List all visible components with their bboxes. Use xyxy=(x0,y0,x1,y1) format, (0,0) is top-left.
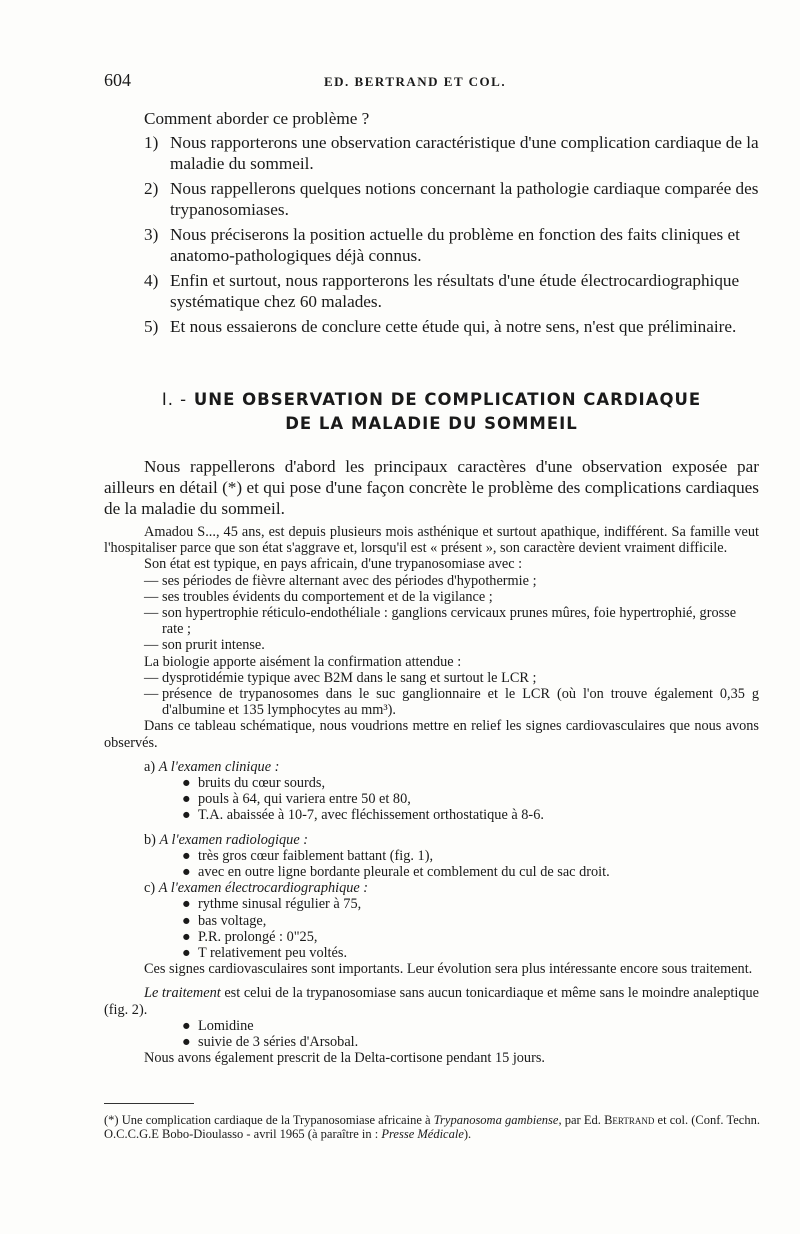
case-paragraph: La biologie apporte aisément la confirmation attendue : xyxy=(144,653,462,670)
plan-item-number: 3) xyxy=(144,225,159,244)
bullet-item: ● bruits du cœur sourds, xyxy=(182,775,326,792)
bullet-item: ● avec en outre ligne bordante pleurale et comblement du cul de sac droit. xyxy=(182,864,610,881)
dash-item: — son hypertrophie réticulo-endothéliale : ganglions cervicaux prunes mûres, foie hypertrophié, grosse rate ; xyxy=(144,605,737,638)
bullet-item: ● bas voltage, xyxy=(182,912,267,929)
case-paragraph: Ces signes cardiovasculaires sont importants. Leur évolution sera plus intéressante encore sous traitement. xyxy=(144,961,753,978)
bullet-item: ● rythme sinusal régulier à 75, xyxy=(182,896,362,913)
page-header xyxy=(104,70,724,94)
bullet-item: ● T relativement peu voltés. xyxy=(182,945,348,962)
plan-item xyxy=(104,224,759,266)
section-number: I. - xyxy=(161,390,188,409)
dash-item: — présence de trypanosomes dans le suc ganglionnaire et le LCR (où l'on trouve également 0,35 g d'albumine et 135 lymphocytes au mm³). xyxy=(144,686,759,719)
dash-item: — ses troubles évidents du comportement et de la vigilance ; xyxy=(144,588,493,605)
bullet-item: ● suivie de 3 séries d'Arsobal. xyxy=(182,1034,359,1051)
plan-item-text: Nous rappellerons quelques notions concernant la pathologie cardiaque comparée des trypanosomiases. xyxy=(170,179,759,219)
exam-heading: a) A l'examen clinique : xyxy=(144,758,280,775)
treatment-paragraph: Le traitement est celui de la trypanosomiase sans aucun tonicardiaque et même sans le moindre analeptique (fig. 2). xyxy=(104,985,759,1018)
section-heading xyxy=(104,388,759,436)
running-head: ED. BERTRAND ET COL. xyxy=(324,74,507,89)
exam-heading: b) A l'examen radiologique : xyxy=(144,831,309,848)
case-paragraph: Nous avons également prescrit de la Delta-cortisone pendant 15 jours. xyxy=(144,1050,545,1067)
plan-item-text: Nous rapporterons une observation caractéristique d'une complication cardiaque de la maladie du sommeil. xyxy=(170,133,759,173)
bullet-item: ● P.R. prolongé : 0"25, xyxy=(182,928,318,945)
plan-item-number: 1) xyxy=(144,133,159,152)
plan-item xyxy=(104,178,759,220)
bullet-item: ● T.A. abaissée à 10-7, avec fléchissement orthostatique à 8-6. xyxy=(182,807,544,824)
bullet-item: ● très gros cœur faiblement battant (fig. 1), xyxy=(182,847,434,864)
plan-item xyxy=(104,270,759,312)
footnote-rule xyxy=(104,1103,194,1104)
page-number: 604 xyxy=(104,70,131,90)
dash-item: — dysprotidémie typique avec B2M dans le sang et surtout le LCR ; xyxy=(144,669,537,686)
footnote: (*) Une complication cardiaque de la Trypanosomiase africaine à Trypanosoma gambiense, par Ed. Bertrand et col. (Conf. Techn. O.C.C.G.E Bobo-Dioulasso - avril 1965 (à paraître in : Presse Médicale). xyxy=(104,1113,760,1141)
section-title-line2: DE LA MALADIE DU SOMMEIL xyxy=(285,414,578,433)
plan-item-number: 4) xyxy=(144,271,159,290)
plan-item-text: Nous préciserons la position actuelle du problème en fonction des faits cliniques et anatomo-pathologiques déjà connus. xyxy=(170,225,740,265)
intro-plan xyxy=(104,108,759,341)
lead-paragraph xyxy=(104,456,759,519)
dash-item: — ses périodes de fièvre alternant avec des périodes d'hypothermie ; xyxy=(144,572,537,589)
intro-question: Comment aborder ce problème ? xyxy=(144,109,370,128)
plan-item xyxy=(104,132,759,174)
bullet-item: ● pouls à 64, qui variera entre 50 et 80, xyxy=(182,791,411,808)
plan-item xyxy=(104,316,759,337)
dash-item: — son prurit intense. xyxy=(144,637,265,654)
lead-text: Nous rappellerons d'abord les principaux caractères d'une observation exposée par ailleurs en détail (*) et qui pose d'une façon concrète le problème des complications cardiaques de la maladie du sommeil. xyxy=(104,457,759,518)
case-paragraph: Amadou S..., 45 ans, est depuis plusieurs mois asthénique et surtout apathique, indifférent. Sa famille veut l'hospitaliser parce que son état s'aggrave et, lorsqu'il est « présent », son caractère devient vraiment difficile. xyxy=(104,524,759,557)
bullet-item: ● Lomidine xyxy=(182,1017,254,1034)
section-title-line1: UNE OBSERVATION DE COMPLICATION CARDIAQUE xyxy=(193,390,702,409)
plan-item-text: Enfin et surtout, nous rapporterons les résultats d'une étude électrocardiographique systématique chez 60 malades. xyxy=(170,271,740,311)
plan-item-number: 2) xyxy=(144,179,159,198)
case-paragraph: Son état est typique, en pays africain, d'une trypanosomiase avec : xyxy=(144,556,523,573)
plan-item-text: Et nous essaierons de conclure cette étude qui, à notre sens, n'est que préliminaire. xyxy=(170,317,737,336)
case-report xyxy=(104,524,759,1067)
plan-item-number: 5) xyxy=(144,317,159,336)
case-paragraph: Dans ce tableau schématique, nous voudrions mettre en relief les signes cardiovasculaires que nous avons observés. xyxy=(104,718,759,751)
exam-heading: c) A l'examen électrocardiographique : xyxy=(144,880,369,897)
plan-list xyxy=(104,132,759,337)
